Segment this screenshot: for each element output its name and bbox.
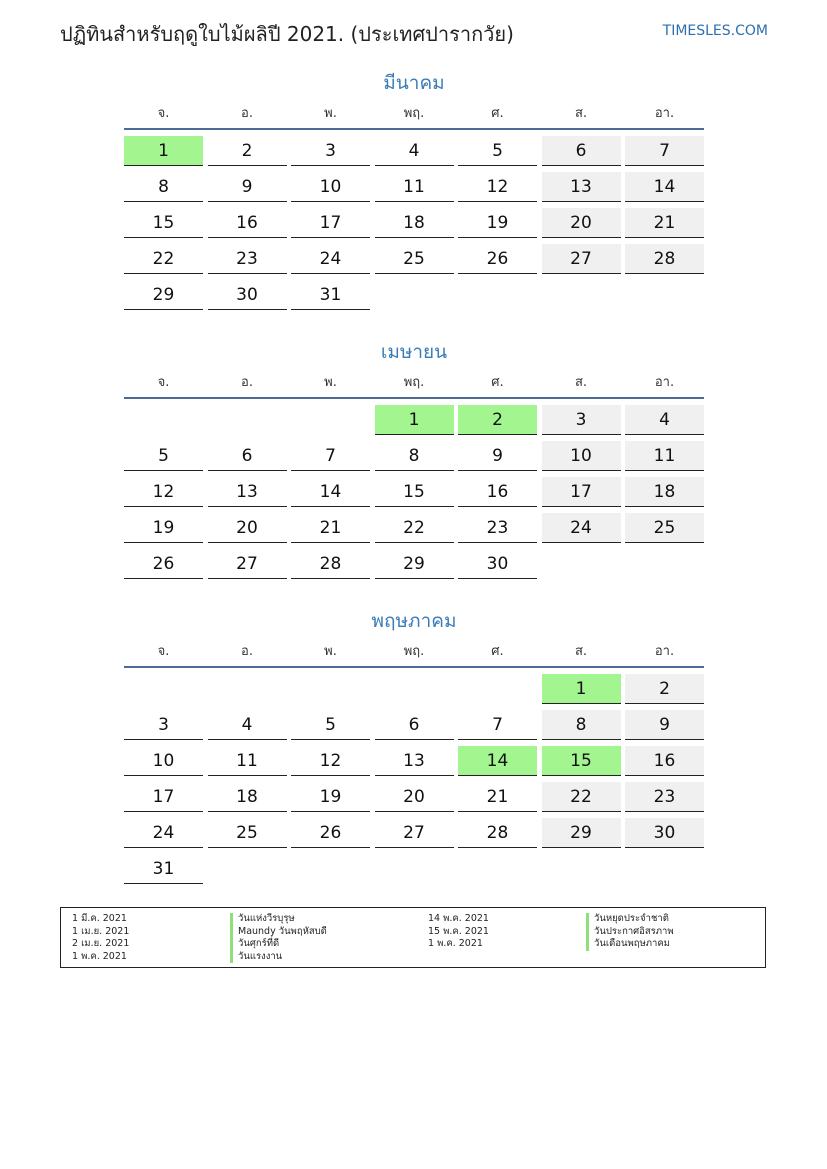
month-title: พฤษภาคม <box>371 610 457 632</box>
legend-holiday-name: วันศุกร์ที่ดี <box>230 938 279 951</box>
legend-column-right <box>428 913 674 951</box>
day-cell: 31 <box>124 854 203 884</box>
day-cell: 22 <box>124 244 203 274</box>
day-cell: 7 <box>291 441 370 471</box>
day-grid <box>124 674 704 884</box>
day-cell: 9 <box>625 710 704 740</box>
day-cell: 30 <box>208 280 287 310</box>
day-cell: 15 <box>375 477 454 507</box>
month-title: เมษายน <box>380 341 448 363</box>
day-cell: 15 <box>124 208 203 238</box>
day-cell: 6 <box>542 136 621 166</box>
day-cell: 24 <box>542 513 621 543</box>
day-cell: 20 <box>375 782 454 812</box>
day-cell: 19 <box>458 208 537 238</box>
day-cell: 21 <box>625 208 704 238</box>
day-cell: 29 <box>375 549 454 579</box>
day-cell: 17 <box>124 782 203 812</box>
day-cell: 13 <box>208 477 287 507</box>
day-cell: 3 <box>124 710 203 740</box>
day-cell: 1 <box>375 405 454 435</box>
day-cell: 12 <box>458 172 537 202</box>
day-cell: 23 <box>208 244 287 274</box>
legend-date: 1 พ.ค. 2021 <box>72 950 127 962</box>
day-cell: 11 <box>625 441 704 471</box>
day-cell: 8 <box>375 441 454 471</box>
weekday-label: อา. <box>654 644 675 659</box>
day-cell: 4 <box>375 136 454 166</box>
legend-item <box>428 913 674 926</box>
weekday-label: ส. <box>574 106 588 121</box>
day-cell: 1 <box>124 136 203 166</box>
day-cell: 26 <box>124 549 203 579</box>
day-cell: 20 <box>208 513 287 543</box>
weekday-label: อ. <box>241 106 253 121</box>
day-cell: 28 <box>458 818 537 848</box>
day-cell: 19 <box>124 513 203 543</box>
day-cell: 31 <box>291 280 370 310</box>
day-cell: 26 <box>291 818 370 848</box>
day-cell: 28 <box>625 244 704 274</box>
legend-column-left <box>72 913 327 963</box>
empty-cell <box>291 405 370 435</box>
month-march <box>124 70 704 310</box>
weekday-label: พ. <box>324 106 337 121</box>
day-cell: 14 <box>291 477 370 507</box>
day-cell: 10 <box>291 172 370 202</box>
weekday-label: จ. <box>157 106 170 121</box>
day-cell: 23 <box>458 513 537 543</box>
legend-date: 15 พ.ค. 2021 <box>428 925 489 937</box>
legend-holiday-name: วันแห่งวีรบุรุษ <box>230 913 295 926</box>
day-cell: 29 <box>542 818 621 848</box>
weekday-label: พฤ. <box>403 375 425 390</box>
day-cell: 24 <box>124 818 203 848</box>
day-cell: 23 <box>625 782 704 812</box>
empty-cell <box>208 674 287 704</box>
day-cell: 6 <box>375 710 454 740</box>
day-cell: 29 <box>124 280 203 310</box>
legend-item <box>72 938 327 951</box>
day-cell: 30 <box>625 818 704 848</box>
day-cell: 4 <box>208 710 287 740</box>
empty-cell <box>375 674 454 704</box>
empty-cell <box>208 405 287 435</box>
weekday-label: พฤ. <box>403 644 425 659</box>
legend-holiday-name: วันประกาศอิสรภาพ <box>586 926 674 939</box>
day-grid <box>124 136 704 310</box>
legend-holiday-name: วันเดือนพฤษภาคม <box>586 938 670 951</box>
day-cell: 1 <box>542 674 621 704</box>
day-cell: 11 <box>208 746 287 776</box>
legend-item <box>72 926 327 939</box>
weekday-header <box>124 373 704 399</box>
weekday-header <box>124 642 704 668</box>
day-cell: 21 <box>291 513 370 543</box>
day-cell: 14 <box>458 746 537 776</box>
day-cell: 11 <box>375 172 454 202</box>
day-cell: 10 <box>542 441 621 471</box>
legend-date: 2 เม.ย. 2021 <box>72 938 130 949</box>
day-cell: 2 <box>208 136 287 166</box>
day-cell: 18 <box>375 208 454 238</box>
legend-item <box>428 926 674 939</box>
day-cell: 5 <box>458 136 537 166</box>
legend-item <box>72 913 327 926</box>
day-cell: 12 <box>124 477 203 507</box>
weekday-label: ศ. <box>491 375 504 390</box>
legend-holiday-name: วันแรงงาน <box>230 951 282 964</box>
empty-cell <box>124 674 203 704</box>
day-cell: 8 <box>124 172 203 202</box>
day-cell: 27 <box>375 818 454 848</box>
day-cell: 18 <box>208 782 287 812</box>
day-cell: 5 <box>124 441 203 471</box>
day-cell: 27 <box>208 549 287 579</box>
weekday-label: อา. <box>654 106 675 121</box>
day-cell: 13 <box>375 746 454 776</box>
day-cell: 15 <box>542 746 621 776</box>
day-cell: 30 <box>458 549 537 579</box>
day-cell: 9 <box>458 441 537 471</box>
legend-date: 14 พ.ค. 2021 <box>428 913 489 924</box>
day-cell: 16 <box>458 477 537 507</box>
weekday-label: พ. <box>324 644 337 659</box>
day-cell: 8 <box>542 710 621 740</box>
legend-item <box>72 951 327 964</box>
day-cell: 16 <box>625 746 704 776</box>
day-cell: 14 <box>625 172 704 202</box>
day-cell: 25 <box>208 818 287 848</box>
day-cell: 7 <box>625 136 704 166</box>
month-title: มีนาคม <box>383 72 445 94</box>
day-cell: 20 <box>542 208 621 238</box>
day-grid <box>124 405 704 579</box>
day-cell: 24 <box>291 244 370 274</box>
weekday-label: อ. <box>241 644 253 659</box>
weekday-label: อ. <box>241 375 253 390</box>
legend-date: 1 เม.ย. 2021 <box>72 925 130 937</box>
day-cell: 19 <box>291 782 370 812</box>
legend-holiday-name: Maundy วันพฤหัสบดี <box>230 926 327 939</box>
day-cell: 6 <box>208 441 287 471</box>
day-cell: 9 <box>208 172 287 202</box>
weekday-label: ส. <box>574 644 588 659</box>
weekday-label: ศ. <box>491 644 504 659</box>
empty-cell <box>458 674 537 704</box>
day-cell: 22 <box>375 513 454 543</box>
day-cell: 18 <box>625 477 704 507</box>
day-cell: 25 <box>375 244 454 274</box>
day-cell: 12 <box>291 746 370 776</box>
day-cell: 28 <box>291 549 370 579</box>
day-cell: 13 <box>542 172 621 202</box>
legend-holiday-name: วันหยุดประจำชาติ <box>586 913 669 926</box>
day-cell: 17 <box>542 477 621 507</box>
weekday-label: พฤ. <box>403 106 425 121</box>
day-cell: 27 <box>542 244 621 274</box>
page-title: ปฏิทินสำหรับฤดูใบไม้ผลิปี 2021. (ประเทศปารากวัย) <box>60 22 514 46</box>
month-may <box>124 608 704 884</box>
day-cell: 16 <box>208 208 287 238</box>
day-cell: 4 <box>625 405 704 435</box>
day-cell: 2 <box>458 405 537 435</box>
weekday-label: อา. <box>654 375 675 390</box>
legend-date: 1 พ.ค. 2021 <box>428 938 483 949</box>
day-cell: 3 <box>542 405 621 435</box>
holiday-legend <box>60 907 766 968</box>
weekday-label: พ. <box>324 375 337 390</box>
weekday-label: จ. <box>157 644 170 659</box>
day-cell: 21 <box>458 782 537 812</box>
month-april <box>124 339 704 579</box>
day-cell: 2 <box>625 674 704 704</box>
day-cell: 5 <box>291 710 370 740</box>
legend-date: 1 มี.ค. 2021 <box>72 913 127 924</box>
day-cell: 3 <box>291 136 370 166</box>
weekday-label: ศ. <box>491 106 504 121</box>
empty-cell <box>291 674 370 704</box>
weekday-label: จ. <box>157 375 170 390</box>
weekday-label: ส. <box>574 375 588 390</box>
weekday-header <box>124 104 704 130</box>
day-cell: 25 <box>625 513 704 543</box>
day-cell: 22 <box>542 782 621 812</box>
empty-cell <box>124 405 203 435</box>
site-link[interactable]: TIMESLES.COM <box>662 23 768 39</box>
legend-item <box>428 938 674 951</box>
day-cell: 26 <box>458 244 537 274</box>
day-cell: 17 <box>291 208 370 238</box>
day-cell: 7 <box>458 710 537 740</box>
day-cell: 10 <box>124 746 203 776</box>
